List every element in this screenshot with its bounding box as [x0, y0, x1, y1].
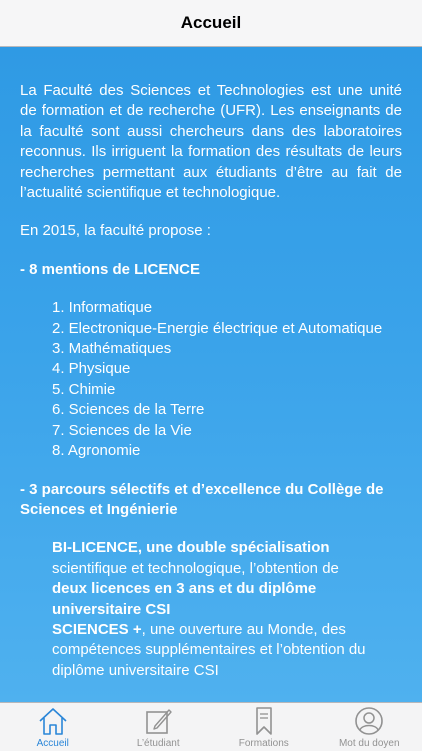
list-item: 4. Physique [52, 359, 402, 379]
licence-heading: - 8 mentions de LICENCE [20, 260, 402, 280]
tab-label: Formations [239, 738, 289, 750]
list-item: 7. Sciences de la Vie [52, 421, 402, 441]
list-item: 1. Informatique [52, 298, 402, 318]
navigation-bar [0, 0, 422, 47]
user-icon [352, 705, 386, 737]
content-body [20, 81, 402, 681]
home-icon [36, 705, 70, 737]
page-title: Accueil [181, 13, 241, 33]
licence-list [20, 298, 402, 461]
bookmark-icon [247, 705, 281, 737]
year-line: En 2015, la faculté propose : [20, 221, 402, 241]
sciences-plus-title: SCIENCES + [52, 621, 142, 638]
tab-accueil[interactable] [0, 703, 106, 751]
edit-icon [141, 705, 175, 737]
content-scroll-area[interactable] [0, 47, 422, 702]
tab-bar [0, 702, 422, 751]
list-item: 2. Electronique-Energie électrique et Automatique [52, 319, 402, 339]
bilicence-title-2: deux licences en 3 ans et du diplôme universitaire CSI [52, 580, 316, 617]
list-item: 5. Chimie [52, 380, 402, 400]
sciences-plus-text: , une ouverture au Monde, des compétences supplémentaires et l’obtention du diplôme universitaire CSI [52, 621, 366, 679]
tab-label: L’étudiant [137, 738, 180, 750]
bilicence-text: scientifique et technologique, l’obtention de [52, 560, 339, 577]
tab-label: Accueil [37, 738, 69, 750]
list-item: 6. Sciences de la Terre [52, 400, 402, 420]
intro-paragraph: La Faculté des Sciences et Technologies est une unité de formation et de recherche (UFR). Les enseignants de la faculté sont aussi chercheurs dans des laboratoires reconnus. Ils irriguent la formation des résultats de leurs recherches permettant aux étudiants d’être au fait de l’actualité scientifique et technologique. [20, 81, 402, 203]
list-item: 3. Mathématiques [52, 339, 402, 359]
tab-etudiant[interactable] [106, 703, 212, 751]
tab-label: Mot du doyen [339, 738, 400, 750]
tab-formations[interactable] [211, 703, 317, 751]
tab-mot-du-doyen[interactable] [317, 703, 422, 751]
list-item: 8. Agronomie [52, 441, 402, 461]
parcours-heading: - 3 parcours sélectifs et d’excellence du Collège de Sciences et Ingénierie [20, 480, 402, 521]
parcours-description [20, 538, 402, 681]
bilicence-title: BI-LICENCE, une double spécialisation [52, 539, 330, 556]
